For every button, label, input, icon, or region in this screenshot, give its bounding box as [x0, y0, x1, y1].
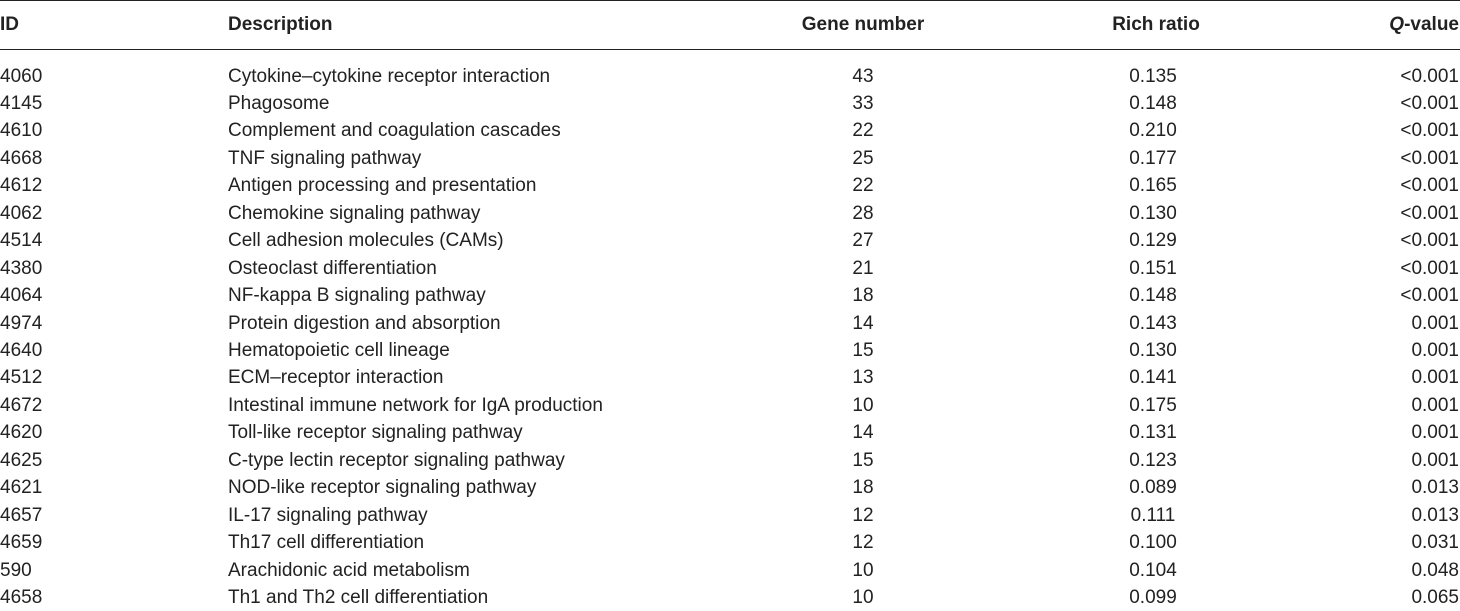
cell-rich-ratio: 0.099	[1129, 587, 1177, 609]
table-row	[0, 310, 1460, 337]
cell-rich-ratio: 0.135	[1129, 65, 1177, 87]
cell-description: Cell adhesion molecules (CAMs)	[228, 230, 504, 252]
cell-id: 4620	[0, 422, 43, 444]
cell-id: 4062	[0, 202, 43, 224]
cell-gene-number: 25	[852, 147, 874, 169]
table-row	[0, 447, 1460, 474]
cell-id: 4514	[0, 230, 43, 252]
cell-description: Antigen processing and presentation	[228, 175, 537, 197]
cell-gene-number: 28	[852, 202, 874, 224]
cell-gene-number: 21	[852, 257, 874, 279]
header-gene-number: Gene number	[801, 14, 925, 35]
cell-gene-number: 15	[852, 449, 874, 471]
cell-q-value: 0.065	[1411, 587, 1459, 609]
cell-description: C-type lectin receptor signaling pathway	[228, 449, 565, 471]
cell-id: 4625	[0, 449, 43, 471]
cell-id: 4064	[0, 285, 43, 307]
header-rich-ratio: Rich ratio	[1112, 14, 1200, 35]
cell-description: Hematopoietic cell lineage	[228, 340, 450, 361]
table-row	[0, 117, 1460, 144]
table-row	[0, 584, 1460, 611]
cell-q-value: 0.013	[1411, 504, 1459, 526]
cell-id: 4060	[0, 65, 43, 87]
cell-id: 4672	[0, 394, 43, 416]
table-row	[0, 529, 1460, 556]
cell-description: Toll-like receptor signaling pathway	[228, 422, 523, 444]
cell-rich-ratio: 0.210	[1129, 120, 1177, 142]
cell-description: Th1 and Th2 cell differentiation	[228, 587, 489, 609]
cell-id: 4512	[0, 367, 43, 389]
cell-q-value: <0.001	[1400, 65, 1459, 87]
cell-q-value: <0.001	[1400, 92, 1459, 114]
cell-description: Chemokine signaling pathway	[228, 202, 481, 224]
cell-gene-number: 10	[852, 559, 874, 581]
cell-q-value: <0.001	[1400, 285, 1459, 307]
cell-rich-ratio: 0.089	[1129, 477, 1177, 499]
cell-rich-ratio: 0.141	[1129, 367, 1177, 389]
cell-gene-number: 14	[852, 422, 874, 444]
cell-description: Complement and coagulation cascades	[228, 120, 561, 142]
cell-rich-ratio: 0.123	[1129, 449, 1177, 471]
cell-description: NF-kappa B signaling pathway	[228, 285, 486, 307]
cell-q-value: <0.001	[1400, 257, 1459, 279]
cell-description: NOD-like receptor signaling pathway	[228, 477, 537, 499]
header-description: Description	[228, 14, 333, 35]
cell-description: Osteoclast differentiation	[228, 257, 437, 279]
cell-id: 4974	[0, 312, 43, 334]
cell-q-value: 0.031	[1411, 532, 1459, 554]
cell-id: 4657	[0, 504, 43, 526]
cell-id: 4610	[0, 120, 43, 142]
cell-q-value: 0.048	[1411, 559, 1459, 581]
cell-gene-number: 22	[852, 120, 874, 142]
cell-description: Cytokine–cytokine receptor interaction	[228, 65, 551, 87]
table-row	[0, 502, 1460, 529]
cell-rich-ratio: 0.143	[1129, 312, 1177, 334]
cell-q-value: 0.001	[1411, 422, 1459, 444]
cell-q-value: 0.001	[1411, 394, 1459, 416]
cell-gene-number: 12	[852, 504, 874, 526]
cell-gene-number: 18	[852, 477, 874, 499]
table-row	[0, 227, 1460, 254]
cell-id: 4668	[0, 147, 43, 169]
cell-q-value: 0.001	[1411, 367, 1459, 389]
cell-q-value: <0.001	[1400, 120, 1459, 142]
table-row	[0, 90, 1460, 117]
cell-rich-ratio: 0.111	[1130, 504, 1176, 526]
header-q-suffix: -value	[1404, 14, 1459, 35]
cell-rich-ratio: 0.151	[1129, 257, 1177, 279]
cell-rich-ratio: 0.130	[1129, 202, 1177, 224]
cell-rich-ratio: 0.129	[1129, 230, 1177, 252]
cell-q-value: <0.001	[1400, 202, 1459, 224]
cell-rich-ratio: 0.175	[1129, 394, 1177, 416]
cell-gene-number: 10	[852, 394, 874, 416]
table-row	[0, 255, 1460, 282]
cell-description: ECM–receptor interaction	[228, 367, 444, 389]
table-header-rule	[0, 49, 1460, 50]
header-q-value	[1389, 11, 1459, 38]
cell-rich-ratio: 0.130	[1129, 340, 1177, 361]
cell-id: 590	[0, 559, 32, 581]
cell-q-value: 0.001	[1411, 312, 1459, 334]
table-row	[0, 282, 1460, 309]
cell-rich-ratio: 0.165	[1129, 175, 1177, 197]
table-row	[0, 337, 1460, 364]
cell-description: Th17 cell differentiation	[228, 532, 425, 554]
cell-gene-number: 33	[852, 92, 874, 114]
table-header-row	[0, 11, 1460, 38]
cell-q-value: <0.001	[1400, 175, 1459, 197]
cell-description: Intestinal immune network for IgA production	[228, 394, 603, 416]
cell-id: 4380	[0, 257, 43, 279]
table-row	[0, 557, 1460, 584]
table-row	[0, 200, 1460, 227]
cell-description: Phagosome	[228, 92, 330, 114]
cell-gene-number: 27	[852, 230, 874, 252]
cell-description: Arachidonic acid metabolism	[228, 559, 470, 581]
cell-id: 4640	[0, 340, 43, 361]
cell-gene-number: 10	[852, 587, 874, 609]
cell-q-value: 0.001	[1411, 449, 1459, 471]
table-top-rule	[0, 0, 1460, 1]
cell-q-value: <0.001	[1400, 147, 1459, 169]
table-row	[0, 392, 1460, 419]
cell-id: 4659	[0, 532, 43, 554]
cell-gene-number: 14	[852, 312, 874, 334]
cell-gene-number: 43	[852, 65, 874, 87]
cell-rich-ratio: 0.148	[1129, 92, 1177, 114]
cell-rich-ratio: 0.104	[1129, 559, 1177, 581]
cell-id: 4612	[0, 175, 43, 197]
table-row	[0, 172, 1460, 199]
table-row	[0, 474, 1460, 501]
table-row	[0, 364, 1460, 391]
cell-description: IL-17 signaling pathway	[228, 504, 428, 526]
cell-gene-number: 22	[852, 175, 874, 197]
cell-rich-ratio: 0.131	[1129, 422, 1177, 444]
table-row	[0, 145, 1460, 172]
cell-id: 4658	[0, 587, 43, 609]
cell-gene-number: 13	[852, 367, 874, 389]
header-id: ID	[0, 14, 19, 35]
cell-rich-ratio: 0.177	[1129, 147, 1177, 169]
cell-id: 4621	[0, 477, 43, 499]
cell-q-value: <0.001	[1400, 230, 1459, 252]
cell-gene-number: 15	[852, 340, 874, 361]
cell-rich-ratio: 0.148	[1129, 285, 1177, 307]
table-row	[0, 63, 1460, 90]
cell-gene-number: 18	[852, 285, 874, 307]
cell-q-value: 0.013	[1411, 477, 1459, 499]
cell-description: Protein digestion and absorption	[228, 312, 501, 334]
cell-description: TNF signaling pathway	[228, 147, 422, 169]
header-q-letter: Q	[1389, 14, 1405, 35]
table-row	[0, 419, 1460, 446]
cell-gene-number: 12	[852, 532, 874, 554]
cell-rich-ratio: 0.100	[1129, 532, 1177, 554]
cell-q-value: 0.001	[1411, 340, 1459, 361]
cell-id: 4145	[0, 92, 43, 114]
